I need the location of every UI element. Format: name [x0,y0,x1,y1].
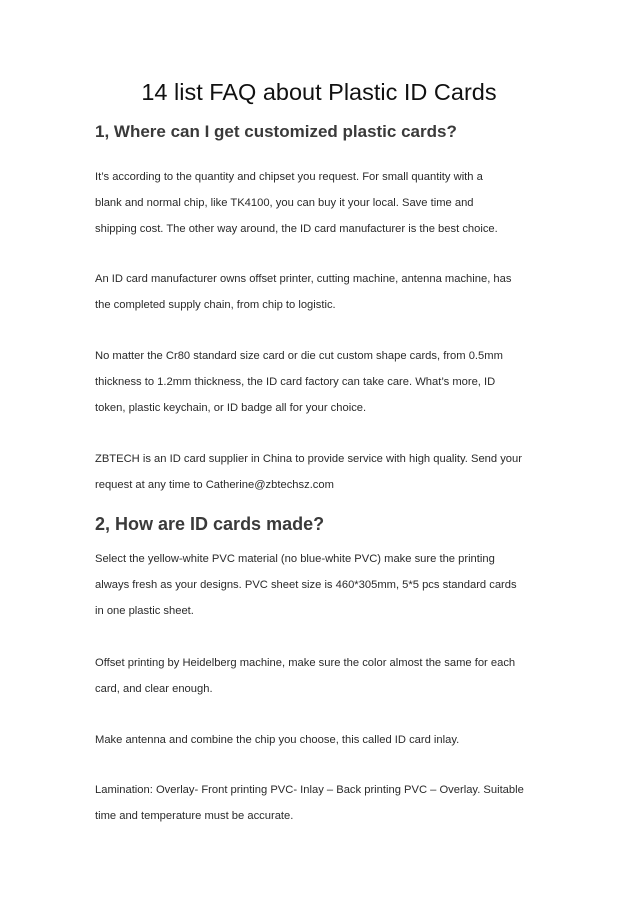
paragraph-line: in one plastic sheet. [95,605,194,617]
paragraph-line: Offset printing by Heidelberg machine, make sure the color almost the same for each [95,657,516,669]
paragraph-line: the completed supply chain, from chip to logistic. [95,299,336,311]
paragraph-line: request at any time to Catherine@zbtechsz.com [95,479,334,491]
paragraph-line: ZBTECH is an ID card supplier in China to provide service with high quality. Send your [95,453,522,465]
paragraph-line: Make antenna and combine the chip you choose, this called ID card inlay. [95,734,460,746]
paragraph-line: An ID card manufacturer owns offset printer, cutting machine, antenna machine, has [95,273,512,285]
paragraph-line: Lamination: Overlay- Front printing PVC- Inlay – Back printing PVC – Overlay. Suitable [95,784,524,796]
paragraph-line: blank and normal chip, like TK4100, you can buy it your local. Save time and [95,197,474,209]
section-1-heading: 1, Where can I get customized plastic cards? [95,122,457,141]
paragraph-line: time and temperature must be accurate. [95,810,294,822]
paragraph-line: token, plastic keychain, or ID badge all for your choice. [95,402,367,414]
paragraph-line: thickness to 1.2mm thickness, the ID card factory can take care. What’s more, ID [95,376,496,388]
page-title: 14 list FAQ about Plastic ID Cards [141,79,497,105]
paragraph-line: No matter the Cr80 standard size card or die cut custom shape cards, from 0.5mm [95,350,503,362]
paragraph-line: Select the yellow-white PVC material (no blue-white PVC) make sure the printing [95,553,495,565]
paragraph-line: It’s according to the quantity and chipset you request. For small quantity with a [95,171,483,183]
paragraph-line: always fresh as your designs. PVC sheet size is 460*305mm, 5*5 pcs standard cards [95,579,517,591]
section-2-heading: 2, How are ID cards made? [95,514,325,534]
paragraph-line: shipping cost. The other way around, the ID card manufacturer is the best choice. [95,223,498,235]
paragraph-line: card, and clear enough. [95,683,213,695]
